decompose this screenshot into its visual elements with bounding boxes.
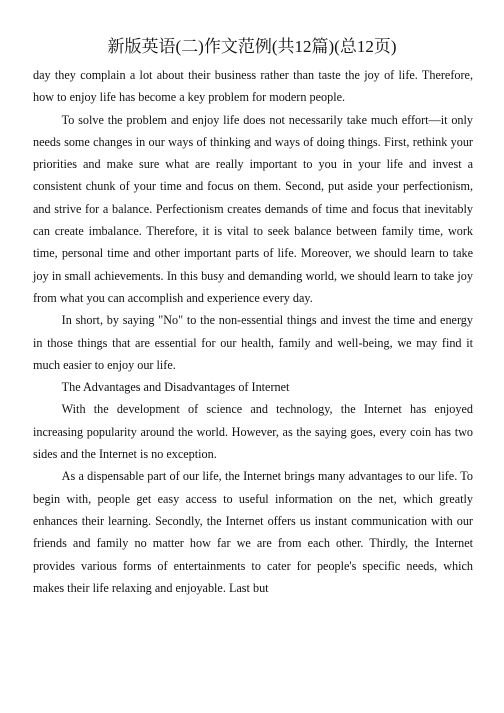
document-title: 新版英语(二)作文范例(共12篇)(总12页) [107, 37, 397, 56]
paragraph-continued: day they complain a lot about their business rather than taste the joy of life. Therefore, how to enjoy life has become a key problem for modern people. [33, 68, 473, 105]
paragraph-introduction: With the development of science and technology, the Internet has enjoyed increasing popularity around the world. However, as the saying goes, every coin has two sides and the Internet is no exception. [33, 402, 473, 462]
essay-heading: The Advantages and Disadvantages of Internet [61, 380, 290, 395]
paragraph-advantages: As a dispensable part of our life, the Internet brings many advantages to our life. To begin with, people get easy access to useful information on the net, which greatly enhances their learning. Secondly, the Internet offers us instant communication with our friends and family no matter how far we are from each other. Thirdly, the Internet provides various forms of entertainments to cater for people's specific needs, which makes their life relaxing and enjoyable. Last but [33, 469, 473, 595]
paragraph-solution: To solve the problem and enjoy life does not necessarily take much effort—it only needs some changes in our ways of thinking and ways of doing things. First, rethink your priorities and make sure what are really important to you in your life and invest a consistent chunk of your time and focus on them. Second, put aside your perfectionism, and strive for a balance. Perfectionism creates demands of time and focus that inevitably can create imbalance. Therefore, it is vital to seek balance between family time, work time, personal time and other important parts of life. Moreover, we should learn to take joy in small achievements. In this busy and demanding world, we should learn to take joy from what you can accomplish and experience every day. [33, 112, 473, 305]
document-body [33, 64, 473, 599]
paragraph-conclusion: In short, by saying "No" to the non-essential things and invest the time and energy in those things that are essential for our health, family and well-being, we may find it much easier to enjoy our life. [33, 313, 473, 372]
